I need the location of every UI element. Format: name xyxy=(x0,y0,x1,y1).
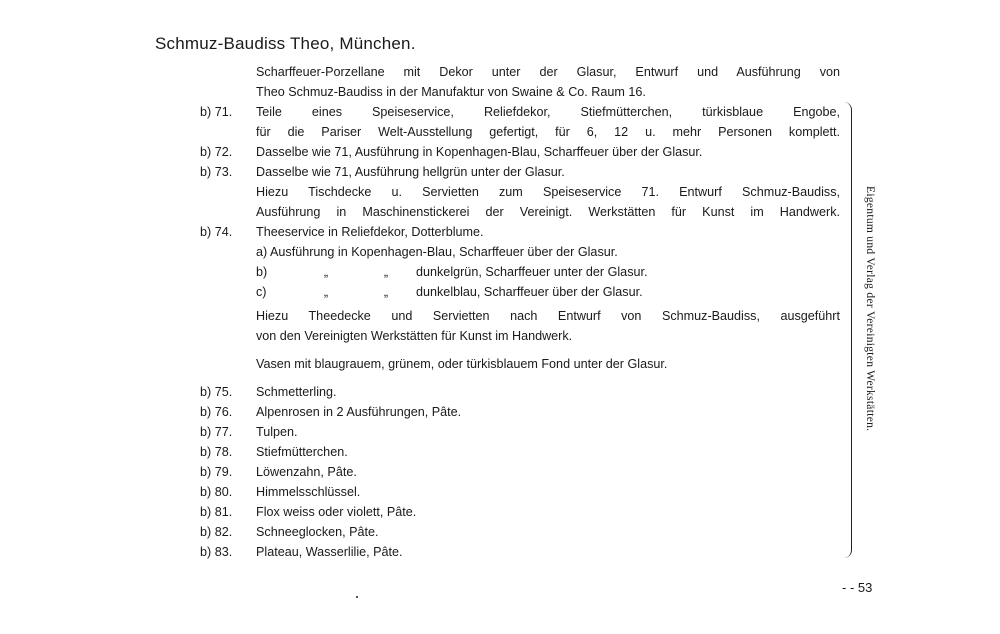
entry-text: Teile eines Speiseservice, Reliefdekor, Stiefmütterchen, türkisblaue Engobe, xyxy=(256,105,840,119)
entry-number: b) 76. xyxy=(200,405,233,419)
entry-text: Hiezu Tischdecke u. Servietten zum Speiseservice 71. Entwurf Schmuz-Baudiss, xyxy=(256,185,840,199)
entry-number: b) 73. xyxy=(200,165,233,179)
vase-entry: b) 76. Alpenrosen in 2 Ausführungen, Pâte. xyxy=(200,402,840,422)
entry-73-continued xyxy=(200,202,840,222)
theedecke-line: von den Vereinigten Werkstätten für Kunst im Handwerk. xyxy=(256,329,573,343)
vase-entry: b) 80. Himmelsschlüssel. xyxy=(200,482,840,502)
entry-number: b) 72. xyxy=(200,145,233,159)
entry-number: b) 82. xyxy=(200,525,233,539)
publisher-side-note: Eigentum und Verlag der Vereinigten Werkstätten. xyxy=(864,186,876,432)
theedecke-line: Hiezu Theedecke und Servietten nach Entwurf von Schmuz-Baudiss, ausgeführt xyxy=(256,309,840,323)
vase-entry: b) 77. Tulpen. xyxy=(200,422,840,442)
entry-73 xyxy=(200,162,840,182)
vase-entry: b) 81. Flox weiss oder violett, Pâte. xyxy=(200,502,840,522)
service-variant-c: c) „ „ dunkelblau, Scharffeuer über der Glasur. xyxy=(256,285,643,299)
entry-number: b) 74. xyxy=(200,225,233,239)
service-variant-a: a) Ausführung in Kopenhagen-Blau, Scharffeuer über der Glasur. xyxy=(256,245,618,259)
entry-text: Dasselbe wie 71, Ausführung hellgrün unter der Glasur. xyxy=(256,165,565,179)
entry-74 xyxy=(200,222,840,242)
catalog-body xyxy=(200,62,840,562)
right-bracket xyxy=(843,102,852,558)
entry-number: b) 75. xyxy=(200,385,233,399)
service-variant-b: b) „ „ dunkelgrün, Scharffeuer unter der Glasur. xyxy=(256,265,648,279)
entry-73-continued xyxy=(200,182,840,202)
entry-number: b) 71. xyxy=(200,105,233,119)
entry-number: b) 80. xyxy=(200,485,233,499)
page-number: - - 53 xyxy=(842,580,873,595)
vase-entry: b) 79. Löwenzahn, Pâte. xyxy=(200,462,840,482)
entry-number: b) 77. xyxy=(200,425,233,439)
vase-entry: b) 82. Schneeglocken, Pâte. xyxy=(200,522,840,542)
page-heading: Schmuz-Baudiss Theo, München. xyxy=(155,34,416,53)
entry-text: für die Pariser Welt-Ausstellung gefertigt, für 6, 12 u. mehr Personen komplett. xyxy=(256,125,840,139)
entry-text: Theeservice in Reliefdekor, Dotterblume. xyxy=(256,225,484,239)
entry-text: Ausführung in Maschinenstickerei der Vereinigt. Werkstätten für Kunst im Handwerk. xyxy=(256,205,840,219)
vase-entry: b) 83. Plateau, Wasserlilie, Pâte. xyxy=(200,542,840,562)
print-speck xyxy=(356,596,358,598)
intro-line: Theo Schmuz-Baudiss in der Manufaktur von Swaine & Co. Raum 16. xyxy=(256,85,646,99)
entry-72 xyxy=(200,142,840,162)
entry-number: b) 81. xyxy=(200,505,233,519)
vasen-heading: Vasen mit blaugrauem, grünem, oder türkisblauem Fond unter der Glasur. xyxy=(256,357,668,371)
entry-text: Dasselbe wie 71, Ausführung in Kopenhagen-Blau, Scharffeuer über der Glasur. xyxy=(256,145,703,159)
entry-number: b) 83. xyxy=(200,545,233,559)
vase-entry: b) 78. Stiefmütterchen. xyxy=(200,442,840,462)
entry-number: b) 78. xyxy=(200,445,233,459)
entry-number: b) 79. xyxy=(200,465,233,479)
vase-entry: b) 75. Schmetterling. xyxy=(200,382,840,402)
entry-71-continued xyxy=(200,122,840,142)
entry-71 xyxy=(200,102,840,122)
intro-line: Scharffeuer-Porzellane mit Dekor unter der Glasur, Entwurf und Ausführung von xyxy=(256,65,840,79)
